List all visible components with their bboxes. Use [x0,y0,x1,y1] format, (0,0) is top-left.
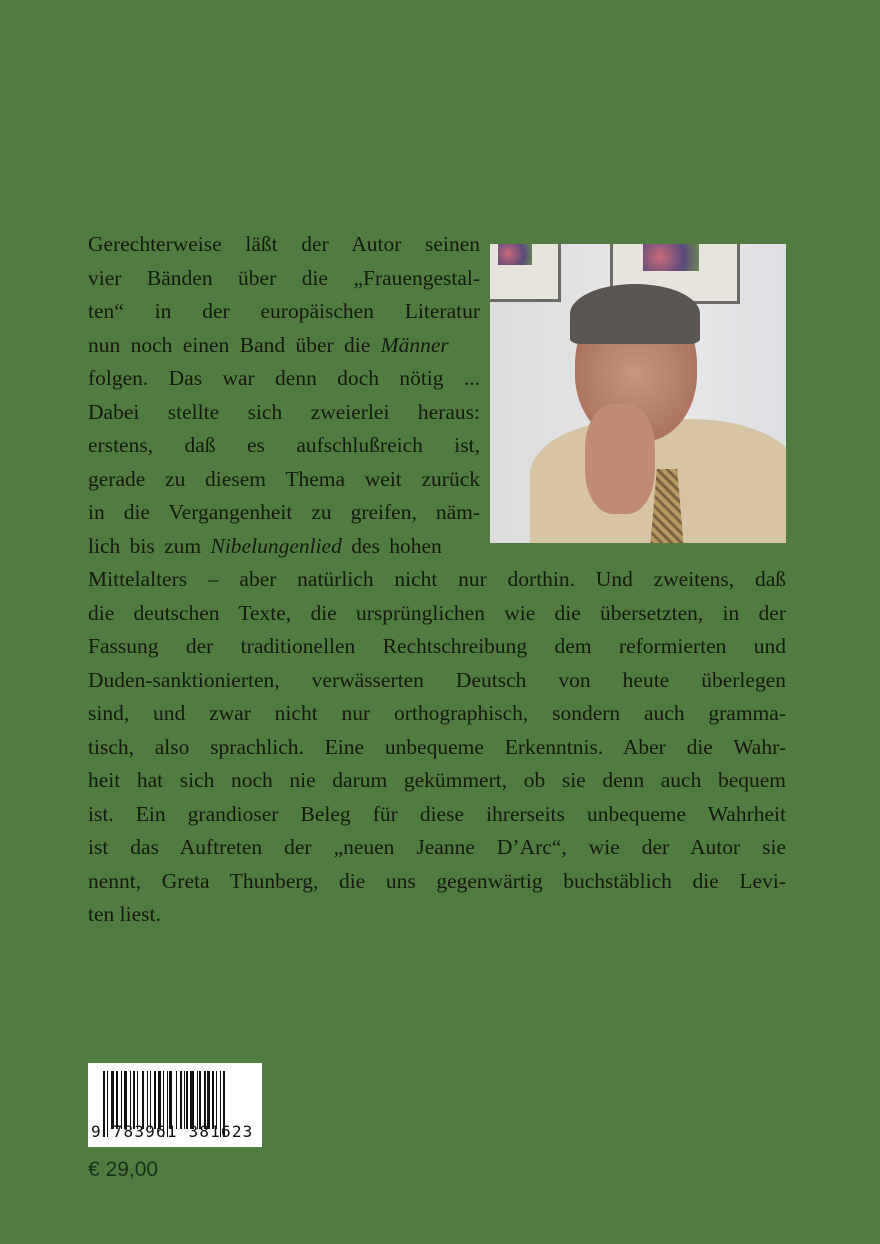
text-segment: erstens, daß es aufschlußreich ist, [88,433,480,457]
barcode-bar [207,1071,210,1129]
text-line [88,798,786,832]
text-segment: nennt, Greta Thunberg, die uns gegenwärtig buchstäblich die Levi- [88,868,786,893]
text-line [88,429,480,463]
text-segment: des hohen [341,533,442,558]
text-segment: sind, und zwar nicht nur orthographisch, sondern auch gramma- [88,701,786,725]
text-segment: folgen. Das war denn doch nötig ... [88,366,480,390]
text-line [88,396,480,430]
author-photo [490,244,786,543]
text-segment: Dabei stellte sich zweierlei heraus: [88,399,480,424]
barcode-bar [190,1071,193,1129]
barcode-bar [216,1071,217,1129]
barcode-bar [212,1071,214,1129]
author-hand [585,404,655,514]
text-line [88,329,480,363]
barcode-bar [197,1071,198,1129]
barcode-bar [124,1071,127,1129]
text-segment: ten“ in der europäischen Literatur [88,299,480,323]
text-segment: ist das Auftreten der „neuen Jeanne D’Arc“, wie der Autor sie [88,835,786,859]
text-line [88,563,786,597]
barcode-bar [169,1071,171,1129]
isbn-number: 9 783961 381623 [91,1122,254,1141]
barcode-bar [154,1071,156,1129]
text-line [88,530,480,564]
text-line [88,597,786,631]
barcode-bar [121,1071,122,1129]
barcode-bar [158,1071,161,1129]
barcode-bar [137,1071,138,1129]
text-segment: heit hat sich noch nie darum gekümmert, ob sie denn auch bequem [88,768,786,792]
barcode-bar [204,1071,205,1129]
text-segment: gerade zu diesem Thema weit zurück [88,466,480,491]
text-line [88,764,786,798]
barcode-bar [186,1071,188,1129]
text-segment: tisch, also sprachlich. Eine unbequeme Erkenntnis. Aber die Wahr- [88,734,786,759]
text-line [88,228,480,262]
text-segment: ten liest. [88,902,161,926]
barcode-bar [180,1071,182,1129]
barcode-bar [150,1071,151,1129]
italic-title: Männer [380,332,449,357]
picture-frame [490,244,561,302]
text-segment: die deutschen Texte, die ursprünglichen wie die übersetzten, in der [88,600,786,625]
barcode-bar [116,1071,118,1129]
text-line [88,262,480,296]
text-line [88,697,786,731]
barcode-bar [184,1071,185,1129]
text-segment: Fassung der traditionellen Rechtschreibung dem reformierten und [88,634,786,658]
barcode-bar [111,1071,114,1129]
barcode-bar [176,1071,177,1129]
barcode-bar [133,1071,135,1129]
text-line [88,831,786,865]
barcode-bar [199,1071,201,1129]
text-line [88,362,480,396]
text-line [88,630,786,664]
text-line [88,496,480,530]
text-segment: Duden-sanktionierten, verwässerten Deutsch von heute überlegen [88,667,786,692]
text-segment: Mittelalters – aber natürlich nicht nur dorthin. Und zweitens, daß [88,567,786,591]
text-segment: Gerechterweise läßt der Autor seinen [88,232,480,256]
barcode-bar [142,1071,144,1129]
barcode-bar [130,1071,131,1129]
text-line [88,463,480,497]
italic-title: Nibelungenlied [210,533,342,558]
text-line [88,664,786,698]
author-hair [570,284,700,344]
text-line [88,865,786,899]
text-line [88,295,480,329]
isbn-barcode [88,1063,262,1147]
text-line [88,898,786,932]
text-segment: in die Vergangenheit zu greifen, näm- [88,500,480,524]
text-segment: nun noch einen Band über die [88,332,381,357]
text-line [88,731,786,765]
text-segment: lich bis zum [88,533,211,558]
text-segment: vier Bänden über die „Frauengestal- [88,265,480,290]
price: € 29,00 [88,1158,159,1181]
barcode-bar [147,1071,148,1129]
text-segment: ist. Ein grandioser Beleg für diese ihrerseits unbequeme Wahrheit [88,801,786,826]
